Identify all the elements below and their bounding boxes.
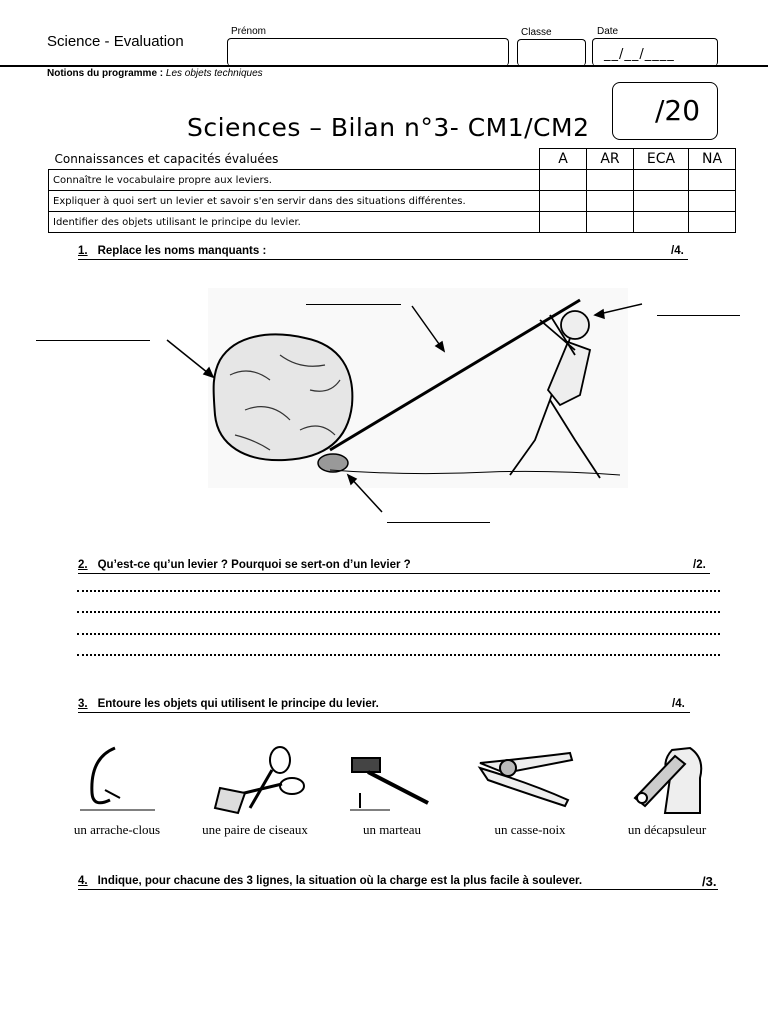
answer-line[interactable] — [77, 590, 720, 592]
column-a: A — [540, 149, 587, 170]
label-blank-charge[interactable] — [36, 340, 150, 341]
answer-line[interactable] — [77, 611, 720, 613]
label-blank-force[interactable] — [657, 315, 740, 316]
grade-cell[interactable] — [689, 191, 736, 212]
answer-line[interactable] — [77, 654, 720, 656]
criteria-text: Expliquer à quoi sert un levier et savoir s'en servir dans des situations différentes. — [49, 191, 540, 212]
tool-caption: une paire de ciseaux — [202, 822, 308, 837]
criteria-row — [49, 170, 736, 191]
question-1 — [78, 245, 266, 257]
question-text: Indique, pour chacune des 3 lignes, la situation où la charge est la plus facile à soulever. — [97, 875, 583, 887]
column-ar: AR — [587, 149, 634, 170]
question-underline — [78, 712, 690, 713]
scissors-icon — [215, 747, 304, 813]
label-blank-lever[interactable] — [306, 304, 401, 305]
question-points: /4. — [671, 245, 684, 257]
criteria-row — [49, 212, 736, 233]
nail-puller-icon — [80, 748, 155, 810]
question-number: 1. — [78, 245, 88, 257]
grade-cell[interactable] — [540, 170, 587, 191]
tool-caption: un décapsuleur — [627, 822, 707, 837]
nutcracker-icon — [480, 753, 572, 806]
date-label: Date — [597, 26, 619, 37]
answer-line[interactable] — [77, 633, 720, 635]
criteria-row — [49, 191, 736, 212]
criteria-text: Identifier des objets utilisant le principe du levier. — [49, 212, 540, 233]
grade-cell[interactable] — [634, 191, 689, 212]
header-divider — [0, 65, 768, 67]
bottle-opener-icon — [635, 748, 701, 813]
label-blank-fulcrum[interactable] — [387, 522, 490, 523]
fulcrum-stone — [318, 454, 348, 472]
column-eca: ECA — [634, 149, 689, 170]
question-underline — [78, 259, 688, 260]
notions-label: Notions du programme : — [47, 68, 164, 79]
question-number: 3. — [78, 698, 88, 710]
question-3 — [78, 698, 379, 710]
criteria-header-row — [49, 149, 736, 170]
tool-caption: un marteau — [362, 822, 422, 837]
question-text: Entoure les objets qui utilisent le principe du levier. — [97, 698, 379, 710]
tool-caption: un casse-noix — [494, 822, 566, 837]
score-total: /20 — [655, 94, 701, 127]
question-underline — [78, 889, 718, 890]
grade-cell[interactable] — [587, 212, 634, 233]
tool-caption: un arrache-clous — [73, 822, 161, 837]
notions-line — [47, 68, 263, 79]
hammer-icon — [350, 758, 428, 810]
question-number: 4. — [78, 875, 88, 887]
grade-cell[interactable] — [689, 170, 736, 191]
grade-cell[interactable] — [540, 191, 587, 212]
grade-cell[interactable] — [634, 170, 689, 191]
notions-value: Les objets techniques — [165, 68, 263, 79]
criteria-table — [48, 148, 736, 233]
question-points: /4. — [672, 698, 685, 710]
question-points: /2. — [693, 559, 706, 571]
lever-illustration — [30, 280, 750, 530]
question-text: Qu’est-ce qu’un levier ? Pourquoi se sert-on d’un levier ? — [97, 559, 411, 571]
criteria-text: Connaître le vocabulaire propre aux leviers. — [49, 170, 540, 191]
grade-cell[interactable] — [689, 212, 736, 233]
grade-cell[interactable] — [587, 170, 634, 191]
question-number: 2. — [78, 559, 88, 571]
date-value: __/__/____ — [604, 47, 675, 62]
prenom-label: Prénom — [231, 26, 267, 37]
subject-title: Science - Evaluation — [47, 33, 184, 50]
page-title: Sciences – Bilan n°3- CM1/CM2 — [187, 113, 590, 142]
column-na: NA — [689, 149, 736, 170]
classe-field[interactable] — [517, 39, 586, 66]
classe-label: Classe — [521, 27, 552, 38]
question-underline — [78, 573, 710, 574]
grade-cell[interactable] — [587, 191, 634, 212]
grade-cell[interactable] — [634, 212, 689, 233]
question-text: Replace les noms manquants : — [97, 245, 267, 257]
grade-cell[interactable] — [540, 212, 587, 233]
question-2 — [78, 559, 411, 571]
boulder-drawing — [214, 334, 353, 460]
tools-row — [60, 738, 730, 823]
prenom-field[interactable] — [227, 38, 509, 66]
question-points: /3. — [702, 874, 717, 889]
question-4 — [78, 875, 582, 887]
criteria-heading: Connaissances et capacités évaluées — [49, 149, 540, 170]
